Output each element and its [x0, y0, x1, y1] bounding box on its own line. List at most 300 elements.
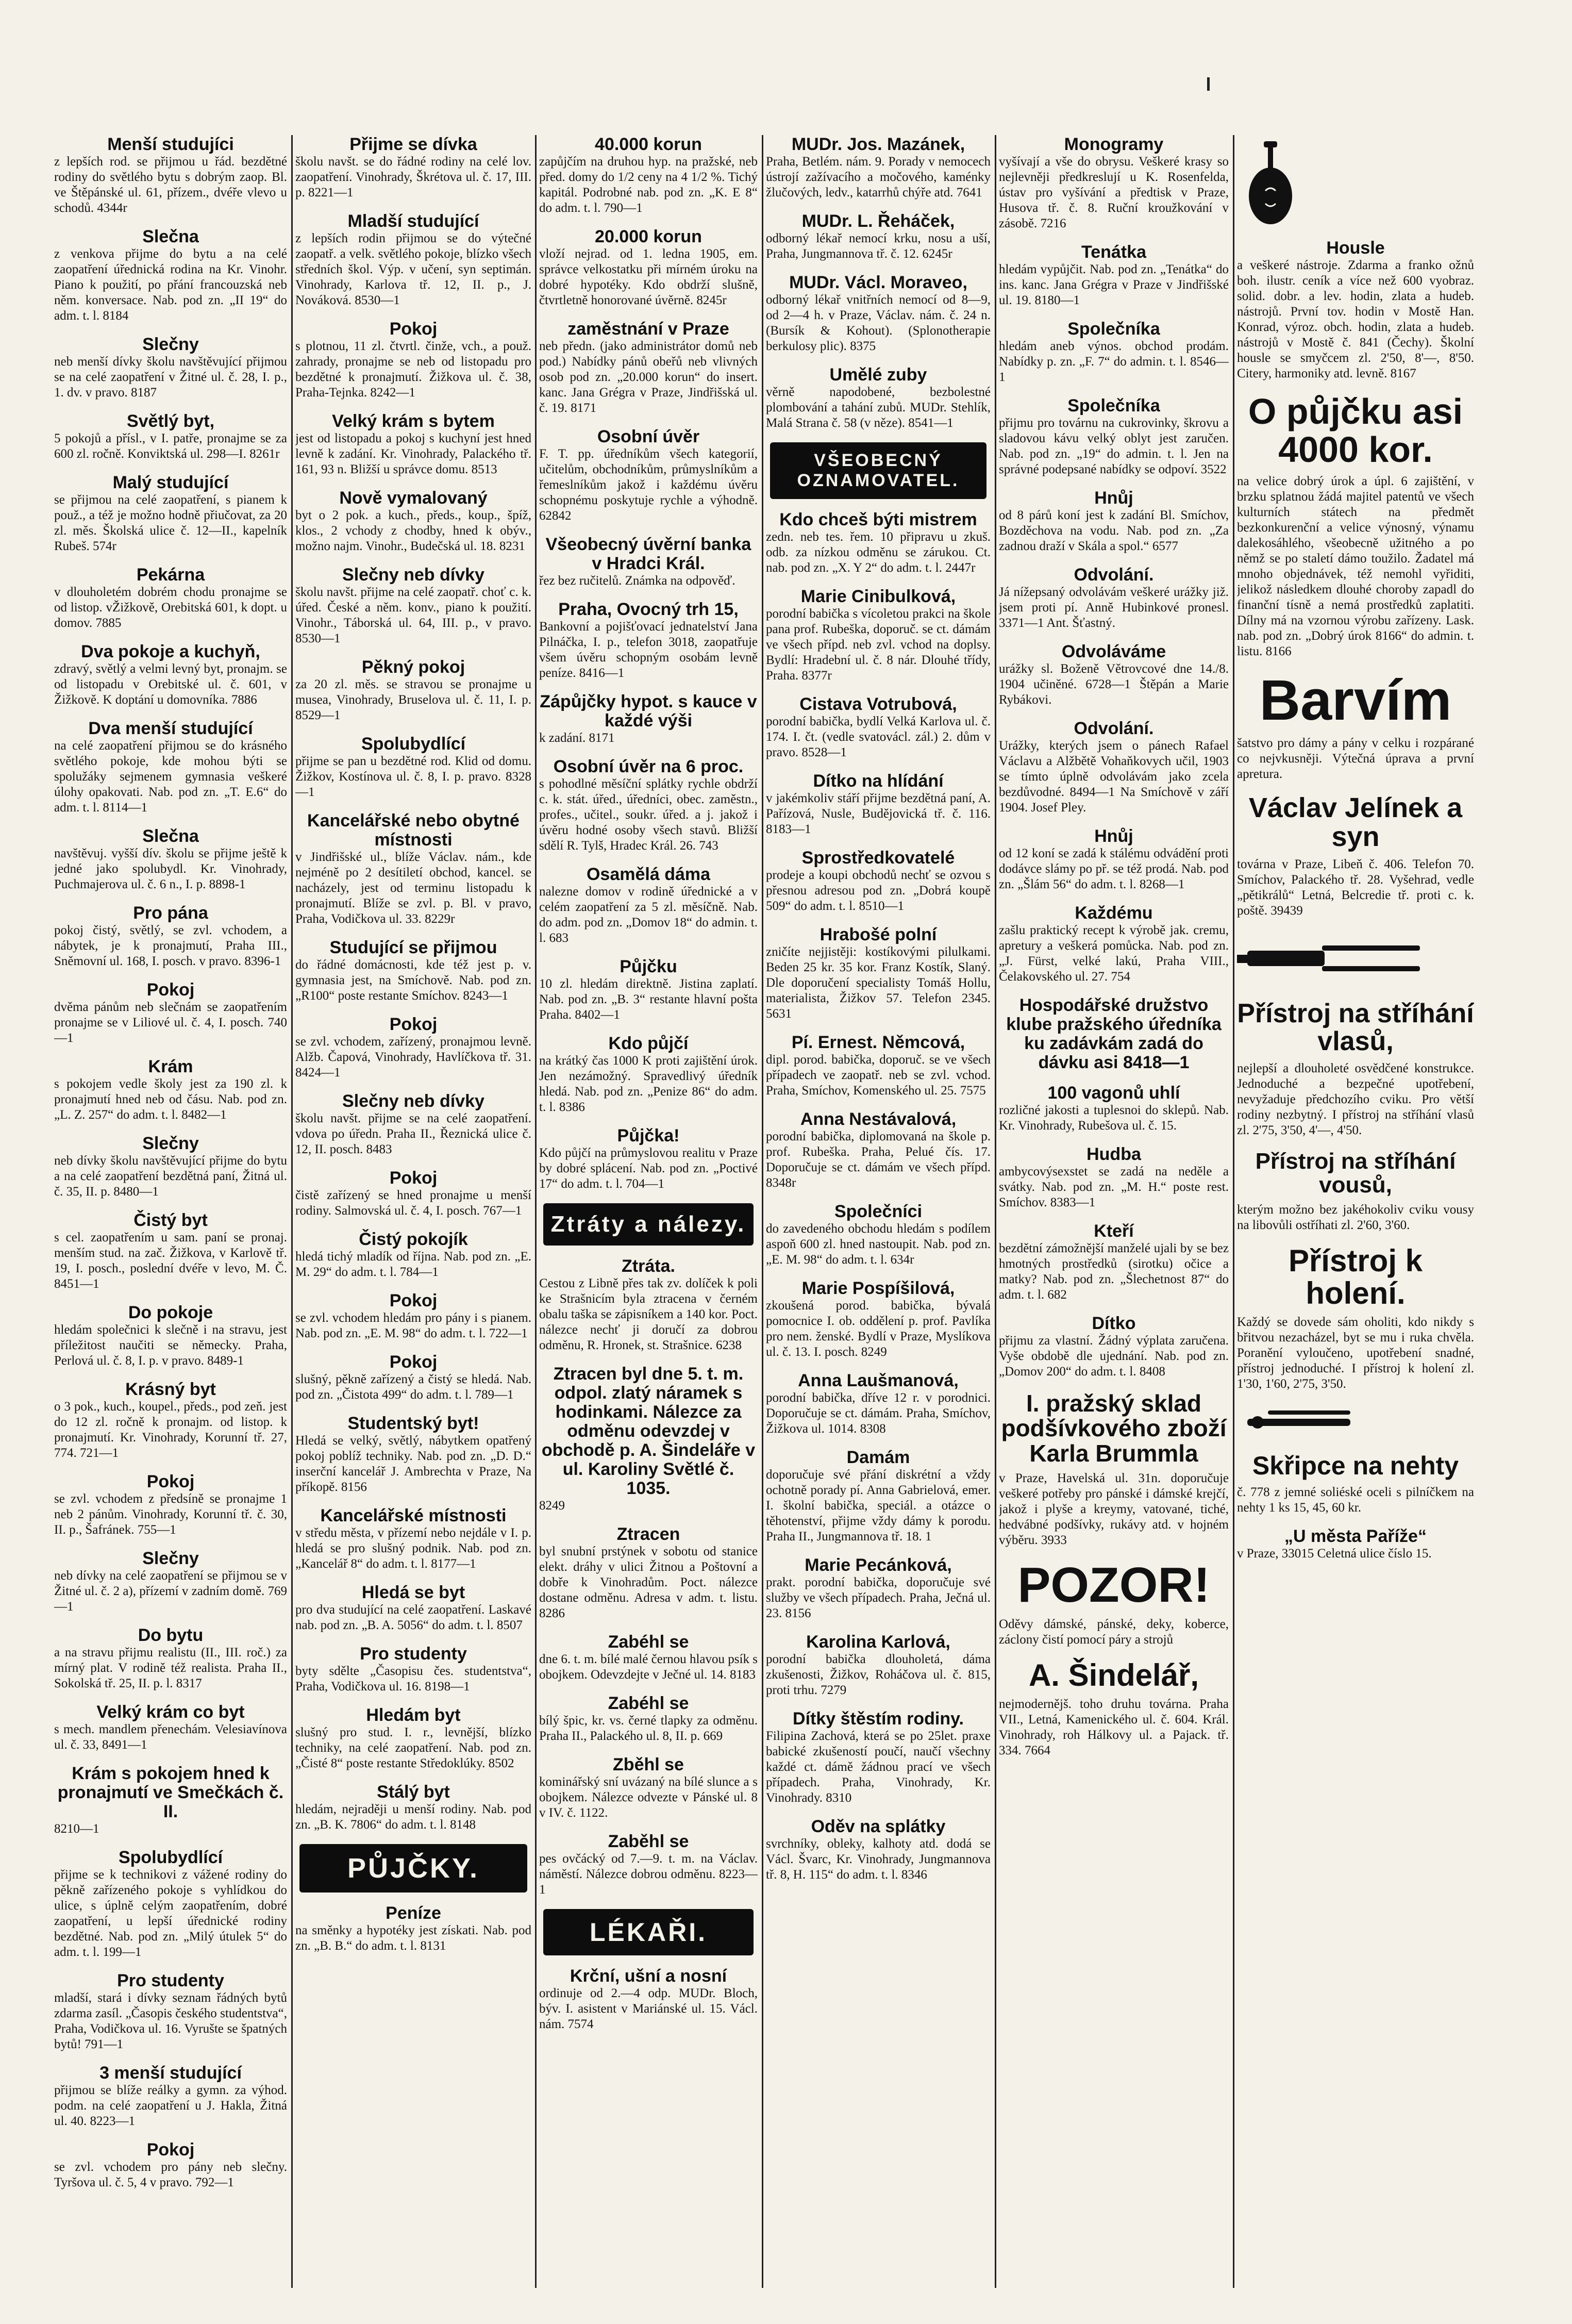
ad-text: odborný lékař vnitřních nemocí od 8—9, od 2—4 h. v Praze, Václav. nám. č. 24 n. (Bursík & Kohout). (Splonotherapie berkulosy plic). 8375: [766, 293, 991, 353]
classified-ad: [54, 566, 287, 631]
ad-heading: Kancelářské místnosti: [320, 1506, 507, 1525]
classified-ad: [999, 827, 1229, 892]
ad-text: Urážky, kterých jsem o pánech Rafael Václavu a Alžbětě Vohaňkovych učil, 1903 se tímto úplně odvolávám jako zcela bezdůvodné. 8494—1 Na Smíchově v září 1904. Josef Pley.: [999, 739, 1229, 815]
ad-text: zdravý, světlý a velmi levný byt, pronajm. se od listopadu v Orebitské ul. č. 601, v Žižkově. K doptání u domovníka. 7886: [54, 662, 287, 707]
ad-heading: Marie Cinibulková,: [800, 587, 956, 606]
classified-ad: [539, 865, 758, 946]
ad-heading: Nově vymalovaný: [339, 488, 488, 508]
classified-ad: [1237, 393, 1474, 659]
ad-heading: Osobní úvěr: [597, 427, 700, 446]
classified-ad: [54, 1134, 287, 1200]
classified-ad: [999, 489, 1229, 554]
ad-text: hledám aneb výnos. obchod prodám. Nabídky p. zn. „F. 7“ do admin. t. l. 8546—1: [999, 339, 1229, 384]
ad-heading: Do bytu: [138, 1625, 204, 1645]
ad-heading: Krám: [148, 1057, 193, 1076]
ad-heading: Kdo chceš býti mistrem: [779, 510, 977, 529]
classified-ad: [999, 904, 1229, 985]
ad-text: ambycovýsexstet se zadá na neděle a svátky. Nab. pod zn. „M. H.“ poste rest. Smíchov. 8383—1: [999, 1165, 1229, 1209]
ad-heading: Pokoj: [389, 1015, 438, 1034]
classified-ad: [295, 566, 531, 646]
ad-heading: Krční, ušní a nosní: [570, 1966, 727, 1986]
ad-text: na celé zaopatření přijmou se do krásného světlého pokoje, kde mohou býti se spolužáky sejmenem gymnasia veškeré úlohy opakovati. Nab. pod zn. „T. E.6“ do adm. t. l. 8114—1: [54, 739, 287, 815]
classified-ad: [766, 772, 991, 837]
classified-ad: [295, 938, 531, 1004]
classified-ad: [295, 1706, 531, 1771]
classified-ad: [54, 1703, 287, 1753]
ad-text: kterým možno bez jakéhokoliv cviku vousy na libovůli ostříhati zl. 2'60, 3'60.: [1237, 1203, 1474, 1233]
ad-text: byt o 2 pok. a kuch., předs., koup., špíž, klos., 2 vchody z chodby, hned k obýv., možno najm. Vinohr., Budečská ul. 18. 8231: [295, 508, 531, 553]
column-rule: [535, 135, 537, 2288]
classified-ad: [295, 135, 531, 201]
classified-ad: [999, 1145, 1229, 1210]
ad-text: slušný, pěkně zařízený a čistý se hledá. Nab. pod zn. „Čistota 499“ do adm. t. l. 789—1: [295, 1372, 531, 1402]
ad-heading: Zabéhl se: [608, 1694, 689, 1713]
ad-text: s pokojem vedle školy jest za 190 zl. k pronajmutí hned neb od čásu. Nab. pod zn. „L. Z. 257“ do adm. t. l. 8482—1: [54, 1077, 287, 1122]
classified-ad: [999, 243, 1229, 308]
ad-text: nejmodernějš. toho druhu továrna. Praha VII., Letná, Kamenického ul. č. 604. Král. Vinohrady, roh Hálkovy ul. a Pajack. tř. 334. 7664: [999, 1697, 1229, 1757]
ad-heading: MUDr. Jos. Mazánek,: [791, 135, 965, 154]
ad-text: se zvl. vchodem hledám pro pány i s pianem. Nab. pod zn. „E. M. 98“ do adm. t. l. 722—1: [295, 1311, 531, 1340]
classified-ad: [54, 1971, 287, 2052]
ad-heading: O půjčku asi 4000 kor.: [1248, 391, 1463, 470]
ad-heading: Hudba: [1086, 1144, 1141, 1164]
classified-ad: [54, 642, 287, 708]
classified-ad: [295, 1783, 531, 1833]
ad-text: urážky sl. Boženě Větrovcové dne 14./8. 1904 učiněné. 6728—1 Štěpán a Marie Rybákovi.: [999, 662, 1229, 707]
ad-text: Kdo půjčí na průmyslovou realitu v Praze by dobré splácení. Nab. pod zn. „Poctivé 17“ do adm. t. l. 704—1: [539, 1146, 758, 1191]
classified-ad: [295, 811, 531, 927]
classified-ad: [539, 1967, 758, 2032]
ad-heading: Pekárna: [136, 565, 205, 585]
classified-ad: [54, 719, 287, 816]
ad-heading: Marie Pecánková,: [805, 1555, 952, 1575]
ad-text: se zvl. vchodem z předsíně se pronajme 1 neb 2 pánům. Vinohrady, Korunní tř. č. 30, II. p., Šafránek. 755—1: [54, 1492, 287, 1537]
top-mark: [1207, 77, 1210, 91]
classified-ad: [295, 212, 531, 308]
ad-text: přijme se pan u bezdětné rod. Klid od domu. Žižkov, Kostínova ul. č. 8, I. p. pravo. 8328—1: [295, 754, 531, 799]
ad-text: zašlu praktický recept k výrobě jak. cremu, apretury a veškerá pomůcka. Nab. pod zn. „J. Fürst, velké lakú, Praha VIII., Čelakovského ul. 27. 754: [999, 923, 1229, 984]
ad-heading: „U města Paříže“: [1284, 1526, 1427, 1546]
classified-ad: [539, 957, 758, 1023]
classified-ad: [295, 1904, 531, 1954]
ad-text: č. 778 z jemné soliéské oceli s pilníčkem na nehty 1 ks 15, 45, 60 kr.: [1237, 1485, 1474, 1515]
classified-ad: [766, 925, 991, 1022]
classified-ad: [999, 566, 1229, 631]
ad-heading: Čistý byt: [133, 1210, 208, 1230]
ad-heading: A. Šindelář,: [1028, 1657, 1199, 1692]
ad-heading: Damám: [846, 1448, 910, 1467]
ad-text: slušný pro stud. I. r., levnější, blízko techniky, na celé zaopatření. Nab. pod zn. „Čisté 8“ poste restante Středoklúky. 8502: [295, 1725, 531, 1770]
ad-heading: Zběhl se: [613, 1755, 684, 1774]
classified-ad: [54, 1626, 287, 1691]
ad-text: a veškeré nástroje. Zdarma a franko ožnů boh. ilustr. ceník a více než 600 vyobraz. solid. dobr. a lev. hodin, zlata a hudeb. nástrojů. První tov. hodin v Mostě Han. Konrad, výroz. obch. hodin, zlata a hudeb. nástrojů v Mostě č. 841 (Čechy). Školní housle se smyčcem zl. 2'50, 8'—, 8'50. Citery, harmoniky atd. levně. 8167: [1237, 258, 1474, 380]
ad-text: v Jindřišské ul., blíže Václav. nám., kde nejméně po 2 desítiletí obchod, kancel. se nacházely, jest od terminu listopadu k pronajmutí. Blíže se zvl. p. Bl. v pravo, Praha, Vodičkova ul. 33. 8229r: [295, 850, 531, 926]
classified-ad: [999, 396, 1229, 477]
ad-heading: Barvím: [1259, 669, 1452, 732]
classified-ad: [766, 849, 991, 914]
classified-ad: [766, 1202, 991, 1268]
ad-heading: Odvolání.: [1074, 719, 1154, 738]
column-2: [295, 135, 531, 2288]
ad-heading: 40.000 korun: [595, 135, 702, 154]
section-banner: PŮJČKY.: [299, 1844, 527, 1893]
ad-heading: Marie Pospíšilová,: [801, 1279, 955, 1298]
ad-text: dvěma pánům neb slečnám se zaopatřením pronajme se v Liliové ul. č. 4, I. posch. 740—1: [54, 1000, 287, 1045]
ad-heading: Pokoj: [146, 1472, 195, 1491]
ad-heading: Krám s pokojem hned k pronajmutí ve Smečkách č. II.: [57, 1764, 284, 1821]
classified-ad: [766, 1033, 991, 1099]
classified-ad: [766, 1448, 991, 1545]
ad-text: hledá tichý mladík od října. Nab. pod zn. „E. M. 29“ do adm. t. l. 784—1: [295, 1250, 531, 1279]
ad-heading: Světlý byt,: [126, 411, 215, 431]
violin-icon: [1237, 139, 1474, 235]
ad-heading: Velký krám s bytem: [332, 411, 495, 431]
ad-text: v dlouholetém dobrém chodu pronajme se od listop. vŽižkově, Orebitská 601, k dopt. u domov. 7885: [54, 585, 287, 630]
ad-heading: Malý studující: [112, 473, 229, 492]
classified-ad: [54, 1303, 287, 1369]
ad-text: Bankovní a pojišťovací jednatelství Jana Pilnáčka, I. p., telefon 3018, zaopatřuje všem úvěru schopným osobám levně peníze. 8416—1: [539, 620, 758, 680]
ad-text: Hledá se velký, světlý, nábytkem opatřený pokoj poblíž techniky. Nab. pod zn. „D. D.“ inserční kancelář J. Ambrechta v Praze, Na příkopě. 8156: [295, 1434, 531, 1494]
classified-ad: [766, 442, 991, 499]
classified-ad: [999, 135, 1229, 231]
classified-ad: [54, 1057, 287, 1123]
classified-ad: [999, 1084, 1229, 1134]
ad-text: na směnky a hypotéky jest získati. Nab. pod zn. „B. B.“ do adm. t. l. 8131: [295, 1923, 531, 1953]
ad-heading: Pokoj: [389, 1168, 438, 1188]
ad-text: zapůjčím na druhou hyp. na pražské, neb před. domy do 1/2 ceny na 4 1/2 %. Tichý kapitál. Podrobné nab. pod zn. „K. E 8“ do adm. t. l. 790—1: [539, 155, 758, 215]
classified-ad: [539, 135, 758, 216]
classified-ad: [295, 1015, 531, 1081]
ad-text: z venkova přijme do bytu a na celé zaopatření úřednická rodina na Kr. Vinohr. Piano k použití, po přání francouzská neb něm. konversace. Nab. pod zn. „II 19“ do adm. t. l. 8184: [54, 247, 287, 323]
classified-ad: [766, 366, 991, 431]
ad-heading: Hrabošé polní: [820, 925, 937, 944]
ad-text: vloží nejrad. od 1. ledna 1905, em. správce velkostatku při mírném úroku na dobré hypotéky. Kdo obdrží slušně, čtvrtletně honorované úvěrně. 8245r: [539, 247, 758, 307]
column-1: [54, 135, 287, 2288]
ad-heading: Monogramy: [1064, 135, 1164, 154]
ad-heading: Housle: [1326, 238, 1385, 258]
ad-text: neb dívky školu navštěvující přijme do bytu a na celé zaopatření bezdětná paní, Žitná ul. č. 35, II. p. 8480—1: [54, 1154, 287, 1199]
classified-ad: [295, 320, 531, 401]
ad-text: nalezne domov v rodině úřednické a v celém zaopatření za 5 zl. měsíčně. Nab. do adm. pod zn. „Domov 18“ do admin. t. l. 683: [539, 885, 758, 945]
ad-text: 8249: [539, 1499, 565, 1513]
ad-text: od 12 koní se zadá k stálému odvádění proti dodávce slámy po př. se též prodá. Nab. pod zn. „Šlám 56“ do adm. t. l. 8268—1: [999, 846, 1229, 891]
ad-text: Každý se dovede sám oholiti, kdo nikdy s břitvou nezacházel, byt se mu i ruka chvěla. Poranění vyloučeno, upotřebení snadné, přístroj jednoduché. I přístroj k holení zl. 1'30, 1'60, 2'75, 3'50.: [1237, 1315, 1474, 1391]
ad-text: školu navšt. se do řádné rodiny na celé lov. zaopatření. Vinohrady, Škrétova ul. č. 17, III. p. 8221—1: [295, 155, 531, 200]
ad-text: byl snubní prstýnek v sobotu od stanice elekt. dráhy v ulici Žitnou a Poštovní a dobře k Vinohradům. Poct. nálezce dostane odměnu. Adresa v adm. t. listu. 8286: [539, 1545, 758, 1620]
ad-heading: Půjčku: [620, 957, 677, 976]
ad-text: v středu města, v přízemí nebo nejdále v I. p. hledá se pro slušný podnik. Nab. pod zn. „Kancelář 8“ do adm. t. l. 8177—1: [295, 1526, 531, 1571]
classified-ad: [539, 320, 758, 416]
ad-text: porodní babička, bydlí Velká Karlova ul. č. 174. I. čt. (vedle svatovácl. zál.) 2. dům v pravo. 8528—1: [766, 715, 991, 759]
ad-text: věrně napodobené, bezbolestné plombování a tahání zubů. MUDr. Stehlík, Malá Strana č. 58 (v něze). 8541—1: [766, 385, 991, 430]
ad-text: porodní babička dlouholetá, dáma zkušenosti, Žižkov, Roháčova ul. č. 815, proti trhu. 7279: [766, 1652, 991, 1697]
ad-text: do zavedeného obchodu hledám s podílem aspoň 600 zl. hned nastoupit. Nab. pod zn. „E. M. 98“ do adm. t. l. 634r: [766, 1222, 991, 1267]
ad-text: školu navšt. přijme se na celé zaopatření. vdova po úředn. Praha II., Řeznická ulice č. 12, II. posch. 8483: [295, 1111, 531, 1156]
ad-text: školu navšt. přijme na celé zaopatř. choť c. k. úřed. České a něm. konv., piano k použití. Vinohr., Táborská ul. 64, III. p., v pravo. 8530—1: [295, 585, 531, 645]
ad-text: se přijmou na celé zaopatření, s pianem k použ., a též je možno hodně přiučovat, za 20 zl. měs. Školská ulice č. 12—II., kapelník Rubeš. 574r: [54, 493, 287, 553]
classified-ad: [539, 1257, 758, 1353]
classified-ad: [766, 587, 991, 684]
classified-ad: [999, 1659, 1229, 1758]
classified-ad: [999, 719, 1229, 816]
classified-ad: [54, 135, 287, 216]
column-rule: [762, 135, 763, 2288]
classified-ad: [766, 510, 991, 576]
ad-heading: Anna Laušmanová,: [798, 1371, 959, 1390]
ad-text: jest od listopadu a pokoj s kuchyní jest hned levně k zadání. Kr. Vinohrady, Palackého tř. 161, 93 n. Bližší u správce domu. 8513: [295, 431, 531, 476]
classified-ad: [766, 1371, 991, 1437]
classified-ad: [295, 1353, 531, 1403]
classified-ad: [1237, 1403, 1474, 1516]
classified-ad: [766, 1633, 991, 1698]
classified-ad: [54, 227, 287, 324]
classified-ad: [539, 1909, 758, 1955]
ad-heading: Pokoj: [389, 319, 438, 339]
classified-ad: [295, 412, 531, 477]
ad-text: pro dva studující na celé zaopatření. Laskavé nab. pod zn. „B. A. 5056“ do adm. t. l. 8507: [295, 1603, 531, 1632]
classified-ad: [54, 1472, 287, 1538]
ad-text: pes ovčácký od 7.—9. t. m. na Václav. náměstí. Nálezce dobrou odměnu. 8223—1: [539, 1852, 758, 1897]
classified-ad: [1237, 671, 1474, 782]
ad-text: 8210—1: [54, 1822, 99, 1836]
classified-ad: [54, 1211, 287, 1292]
ad-heading: Stálý byt: [377, 1782, 450, 1802]
classified-ad: [1237, 139, 1474, 381]
ad-text: neb předn. (jako administrátor domů neb pod.) Nabídky pánů obeřů neb vlivných osob pod zn. „20.000 korun“ do insert. kanc. Jana Grégra v Praze, Jindřišská ul. č. 19. 8171: [539, 339, 758, 415]
ad-heading: 3 menší studující: [99, 2063, 242, 2083]
classified-ad: [999, 1391, 1229, 1548]
ad-text: porodní babička, diplomovaná na škole p. prof. Rubeška. Praha, Pelué čís. 17. Doporučuje se ct. dámám ve všech přípd. 8348r: [766, 1130, 991, 1190]
ad-heading: Přístroj k holení.: [1288, 1243, 1423, 1311]
ad-text: přijmu pro továrnu na cukrovinky, škrovu a sladovou kávu velký oblyt jest zaručen. Nab. pod zn. „19“ do admin. t. l. Jen na správné podepsané nabídky se odpoví. 3522: [999, 416, 1229, 476]
ad-heading: Umělé zuby: [829, 365, 927, 385]
ad-heading: Kancelářské nebo obytné místnosti: [307, 811, 520, 850]
ad-heading: MUDr. L. Řeháček,: [801, 211, 955, 231]
ad-text: mladší, stará i dívky seznam řádných bytů zdarma zasíl. „Časopis českého studentstva“, Praha, Vodičkova ul. 16. Vyrušte se špatných bytů! 791—1: [54, 1991, 287, 2051]
ad-heading: Přístroj na stříhání vousů,: [1255, 1149, 1456, 1198]
ad-heading: Zápůjčky hypot. s kauce v každé výši: [540, 692, 757, 731]
classified-ad: [766, 1817, 991, 1883]
ad-heading: Slečna: [142, 826, 199, 846]
ad-text: doporučuje své přání diskrétní a vždy ochotně porady pí. Anna Gabrielová, emer. I. školní babička, speciál. a otázce o těhotenství, přijme vždy dámy k porodu. Praha II., Jungmannova tř. 18. 1: [766, 1468, 991, 1543]
ad-heading: Dítky štěstím rodiny.: [793, 1709, 964, 1729]
classified-ad: [999, 320, 1229, 385]
classified-ad: [766, 1279, 991, 1360]
ad-text: v Praze, 33015 Celetná ulice číslo 15.: [1237, 1546, 1432, 1561]
ad-heading: Dva pokoje a kuchyň,: [81, 642, 260, 661]
hair-clipper-icon: [1237, 930, 1474, 994]
ad-text: s mech. mandlem přenechám. Velesiavínova ul. č. 33, 8491—1: [54, 1722, 287, 1752]
ad-heading: MUDr. Václ. Moraveo,: [789, 273, 967, 292]
classified-ad: [54, 904, 287, 969]
ad-heading: Čistý pokojík: [359, 1230, 468, 1249]
ad-text: prodeje a koupi obchodů nechť se ozvou s přesnou adresou pod zn. „Dobrá koupě 509“ do adm. t. l. 8510—1: [766, 868, 991, 913]
ad-heading: Krásný byt: [125, 1380, 216, 1399]
ad-heading: Pro pána: [133, 903, 208, 923]
classified-ad: [539, 1203, 758, 1246]
classified-ad: [1237, 1527, 1474, 1562]
classified-ad: [539, 1525, 758, 1621]
ad-text: pokoj čistý, světlý, se zvl. vchodem, a nábytek, je k pronajmutí, Praha III., Sněmovní ul. 168, I. posch. v pravo. 8396-1: [54, 923, 287, 968]
ad-text: k zadání. 8171: [539, 731, 615, 745]
ad-text: odborný lékař nemocí krku, nosu a uší, Praha, Jungmannova tř. č. 12. 6245r: [766, 231, 991, 261]
section-banner: VŠEOBECNÝ OZNAMOVATEL.: [770, 442, 986, 499]
ad-heading: I. pražský sklad podšívkového zboží Karla Brummla: [1001, 1390, 1227, 1467]
ad-heading: Půjčka!: [617, 1126, 680, 1146]
ad-heading: Karolina Karlová,: [806, 1632, 950, 1652]
ad-heading: Skřipce na nehty: [1252, 1451, 1459, 1481]
ad-heading: Společníci: [834, 1202, 923, 1221]
ad-heading: Slečna: [142, 227, 199, 246]
ad-text: neb dívky na celé zaopatření se přijmou se v Žitné ul. č. 2 a), přízemí v zadním domě. 769—1: [54, 1569, 287, 1614]
classified-ad: [766, 135, 991, 201]
ad-text: od 8 párů koní jest k zadání Bl. Smíchov, Bozděchova na vodu. Nab. pod zn. „Za zadnou draží v Skála a spol.“ 6577: [999, 508, 1229, 553]
nail-clipper-icon: [1237, 1403, 1474, 1447]
ad-text: za 20 zl. měs. se stravou se pronajme u musea, Vinohrady, Bruselova ul. č. 11, I. p. 8529—1: [295, 677, 531, 722]
ad-text: ordinuje od 2.—4 odp. MUDr. Bloch, býv. I. asistent v Mariánské ul. 15. Václ. nám. 7574: [539, 1986, 758, 2031]
classified-ad: [539, 1832, 758, 1898]
ad-text: dne 6. t. m. bílé malé černou hlavou psík s obojkem. Odevzdejte v Ječné ul. 14. 8183: [539, 1652, 758, 1682]
ad-heading: Pokoj: [146, 980, 195, 1000]
section-banner: LÉKAŘI.: [543, 1909, 754, 1955]
ad-heading: 20.000 korun: [595, 227, 702, 246]
ad-heading: Oděv na splátky: [811, 1817, 946, 1836]
ad-heading: Kdo půjčí: [608, 1034, 689, 1053]
ad-text: navštěvuj. vyšší dív. školu se přijme ještě k jedné jako spolubydl. Kr. Vinohrady, Puchmajerova ul. č. 6 n., I. p. 8898-1: [54, 846, 287, 891]
ad-text: s plotnou, 11 zl. čtvrtl. činže, vch., a použ. zahrady, pronajme se neb od listopadu pro bezdětné k pronajmutí. Žižkova ul. č. 38, Praha-Tejnka. 8242—1: [295, 339, 531, 400]
classified-ad: [999, 996, 1229, 1072]
ad-heading: Dva menší studující: [88, 719, 253, 738]
classified-ad: [295, 489, 531, 554]
classified-ad: [54, 827, 287, 892]
classified-ad: [1237, 1244, 1474, 1392]
ad-heading: Společníka: [1067, 396, 1160, 416]
classified-ad: [766, 695, 991, 760]
classified-ad: [1237, 1150, 1474, 1233]
ad-text: s cel. zaopatřením u sam. paní se pronaj. menším stud. na zač. Žižkova, v Karlově tř. 19, I. posch., poslední dvéře v levo, M. Č. 8451—1: [54, 1231, 287, 1291]
ad-heading: Pro studenty: [360, 1644, 467, 1664]
classified-ad: [54, 2064, 287, 2129]
classified-ad: [766, 1709, 991, 1806]
classified-ad: [295, 1230, 531, 1280]
ad-text: přijmu za vlastní. Žádný výplata zaručena. Vyše obdobě dle ujednání. Nab. pod zn. „Domov 200“ do adm. t. l. 8408: [999, 1334, 1229, 1379]
column-rule: [995, 135, 996, 2288]
ad-text: Filipina Zachová, která se po 25let. praxe babické zkušeností poučí, naučí všechny každé ct. dámě žádnou prací ve všech případech. Praha, Vinohrady, Kr. Vinohrady. 8310: [766, 1729, 991, 1805]
classified-ad: [539, 1755, 758, 1821]
classified-ad: [1237, 930, 1474, 1138]
ad-heading: Hnůj: [1094, 488, 1133, 508]
classified-ad: [539, 227, 758, 308]
classified-ad: [539, 1034, 758, 1115]
classified-ad: [54, 1764, 287, 1837]
classified-ad: [54, 2140, 287, 2190]
ad-text: zedn. neb tes. řem. 10 připravu u zkuš. odb. za nízkou odměnu se zárukou. Ct. nab. pod zn. „X. Y 2“ do adm. t. l. 2447r: [766, 530, 991, 575]
ad-text: v Praze, Havelská ul. 31n. doporučuje veškeré potřeby pro pánské i dámské krejčí, jakož i plyše a kreymy, vatované, tiché, hedvábné podšívky, rukávy atd. v hojném výběru. 3933: [999, 1471, 1229, 1547]
classified-ad: [295, 1291, 531, 1341]
classified-ad: [54, 412, 287, 462]
ad-text: přijmou se blíže reálky a gymn. za výhod. podm. na celé zaopatření u J. Hakla, Žitná ul. 40. 8223—1: [54, 2083, 287, 2128]
ad-heading: Pokoj: [389, 1352, 438, 1372]
ad-text: prakt. porodní babička, doporučuje své služby ve všech případech. Praha, Ječná ul. 23. 8156: [766, 1575, 991, 1620]
classified-ad: [295, 1169, 531, 1219]
classified-ad: [1237, 793, 1474, 919]
ad-heading: Odvoláváme: [1061, 642, 1166, 661]
ad-heading: Tenátka: [1081, 242, 1146, 262]
ad-heading: Dítko na hlídání: [813, 771, 944, 791]
ad-heading: Pro studenty: [117, 1971, 224, 1990]
ad-heading: Velký krám co byt: [96, 1702, 245, 1722]
classified-ad: [766, 212, 991, 262]
ad-text: kominářský sní uvázaný na bílé slunce a s obojkem. Nálezce odvezte v Pánské ul. 8 v IV. č. 1122.: [539, 1775, 758, 1820]
classified-ad: [54, 335, 287, 401]
ad-text: z lepších rodin přijmou se do výtečné zaopatř. a velk. světlého pokoje, blízko všech středních škol. Výp. v učení, syn septimán. Vinohrady, Karlova tř. 12, II. p., J. Nováková. 8530—1: [295, 231, 531, 307]
ad-text: čistě zařízený se hned pronajme u menší rodiny. Salmovská ul. č. 4, I. posch. 767—1: [295, 1188, 531, 1218]
ad-text: Praha, Betlém. nám. 9. Porady v nemocech ústrojí zažívacího a močového, kaménky žlučových, ledv., katarrhů chýře atd. 7641: [766, 155, 991, 200]
classified-ad: [999, 1559, 1229, 1648]
classified-ad: [539, 757, 758, 854]
ad-heading: Hledá se byt: [361, 1583, 465, 1602]
ad-heading: Přijme se dívka: [349, 135, 477, 154]
ad-text: byty sdělte „Časopisu čes. studentstva“, Praha, Vodičkova ul. 16. 8198—1: [295, 1664, 531, 1694]
ad-heading: Studentský byt!: [347, 1414, 479, 1433]
ad-text: zkoušená porod. babička, bývalá pomocnice I. ob. oddělení p. prof. Pavlíka pro nem. ženské. Bydlí v Praze, Myslíkova ul. č. 13. I. posch. 8249: [766, 1299, 991, 1359]
ad-heading: Dítko: [1092, 1314, 1136, 1333]
ad-text: Já nížepsaný odvolávám veškeré urážky již. jsem proti pí. Anně Hubinkové pronesl. 3371—1 Ant. Šťastný.: [999, 585, 1229, 630]
ad-text: porodní babička, dříve 12 r. v porodnici. Doporučuje se ct. dámám. Praha, Smíchov, Žižkova ul. 1014. 8308: [766, 1391, 991, 1436]
ad-text: s pohodlné měsíční splátky rychle obdrží c. k. stát. úřed., úředníci, obec. zaměstn., profes., učitel., soukr. úřed. a j. jakož i úvěru hodné osoby všech stavů. Bližší sdělí R. Tylš, Hradec Král. 26. 743: [539, 777, 758, 853]
ad-heading: Pí. Ernest. Němcová,: [791, 1033, 965, 1052]
classified-ad: [539, 1694, 758, 1744]
ad-heading: Slečny: [142, 335, 199, 354]
column-rule: [1233, 135, 1234, 2288]
ad-text: porodní babička s vícoletou prakci na škole pana prof. Rubeška, doporuč. se ct. dámám ve všech přípd. neb zvl. vchod na doplsy. Bydlí: Hradební ul. č. 8 nár. Dlouhé třídy, Praha. 8377r: [766, 607, 991, 683]
ad-text: dipl. porod. babička, doporuč. se ve všech případech ve zaopatř. neb se zvl. vchod. Praha, Smíchov, Komenského ul. 25. 7575: [766, 1053, 991, 1098]
ad-text: továrna v Praze, Libeň č. 406. Telefon 70. Smíchov, Palackého tř. 28. Vyšehrad, vedle „pětikrálů“ Letná, Belcredie tř. proti c. k. poště. 39439: [1237, 857, 1474, 918]
ad-text: F. T. pp. úředníkům všech kategorií, učitelům, obchodníkům, průmyslníkům a řemeslníkům jakož i každému úvěru schopnému poskytuje rychle a výhodně. 62842: [539, 447, 758, 523]
ad-heading: Společníka: [1067, 319, 1160, 339]
classified-ad: [766, 1110, 991, 1191]
ad-heading: Kteří: [1094, 1221, 1134, 1241]
ad-text: o 3 pok., kuch., koupel., předs., pod zeň. jest do 12 zl. ročně k pronajm. od listop. k pronajmutí. Kr. Vinohrady, Korunní tř. 27, 774. 721—1: [54, 1400, 287, 1460]
ad-heading: Spolubydlící: [118, 1848, 223, 1867]
classified-ad: [766, 273, 991, 354]
ad-text: hledám vypůjčit. Nab. pod zn. „Tenátka“ do ins. kanc. Jana Grégra v Praze v Jindřišské ul. 19. 8180—1: [999, 262, 1229, 307]
ad-heading: Přístroj na stříhání vlasů,: [1237, 998, 1474, 1057]
ad-text: přijme se k technikovi z vážené rodiny do pěkně zařízeného pokoje s vyhlídkou do ulice, s úplně celým zaopatřením, dobré zaopatření, u lepší úřednické rodiny bezdětné. Nab. pod zn. „Milý útulek 5“ do adm. t. l. 199—1: [54, 1868, 287, 1959]
ad-heading: Mladší studující: [347, 211, 479, 231]
classified-ad: [295, 735, 531, 800]
classified-ad: [999, 1314, 1229, 1380]
ad-text: rozličné jakosti a tuplesnoi do sklepů. Nab. Kr. Vinohrady, Rubešova ul. č. 15.: [999, 1103, 1229, 1133]
ad-text: z lepších rod. se přijmou u řád. bezdětné rodiny do světlého bytu s dobrým zaop. Bl. ve Štěpánské ul. 61, přízem., dvéře vlevo u schodů. 4344r: [54, 155, 287, 215]
ad-heading: Slečny neb dívky: [342, 565, 484, 585]
ad-text: řez bez ručitelů. Známka na odpověď.: [539, 574, 735, 588]
ad-heading: Hnůj: [1094, 826, 1133, 846]
ad-text: 10 zl. hledám direktně. Jistina zaplatí. Nab. pod zn. „B. 3“ restante hlavní pošta Praha. 8402—1: [539, 977, 758, 1022]
ad-heading: Osamělá dáma: [586, 865, 711, 884]
ad-heading: Menší studujíci: [107, 135, 234, 154]
ad-heading: Slečny: [142, 1549, 199, 1568]
ad-text: šatstvo pro dámy a pány v celku i rozpárané co nejvkusněji. Výtečná úprava a první apretura.: [1237, 736, 1474, 781]
classified-ad: [295, 1583, 531, 1633]
ad-heading: Pokoj: [146, 2140, 195, 2160]
classified-ad: [539, 1126, 758, 1192]
ad-text: Oděvy dámské, pánské, deky, koberce, záclony čistí pomocí páry a strojů: [999, 1617, 1229, 1647]
ad-text: vyšívají a vše do obrysu. Veškeré krasy so nejlevněji předkreslují u K. Rosenfelda, ústav pro vyšívání a předtisk v Praze, Husova tř. č. 8. Ruční kroužkování v zásobě. 7216: [999, 155, 1229, 230]
classified-ad: [54, 1380, 287, 1461]
ad-heading: Pokoj: [389, 1291, 438, 1310]
ad-text: bezdětní zámožnější manželé ujali by se bez hmotných prostředků (sirotku) očice a matky? Nab. pod zn. „Šlechetnost 87“ do adm. t. l. 682: [999, 1241, 1229, 1302]
